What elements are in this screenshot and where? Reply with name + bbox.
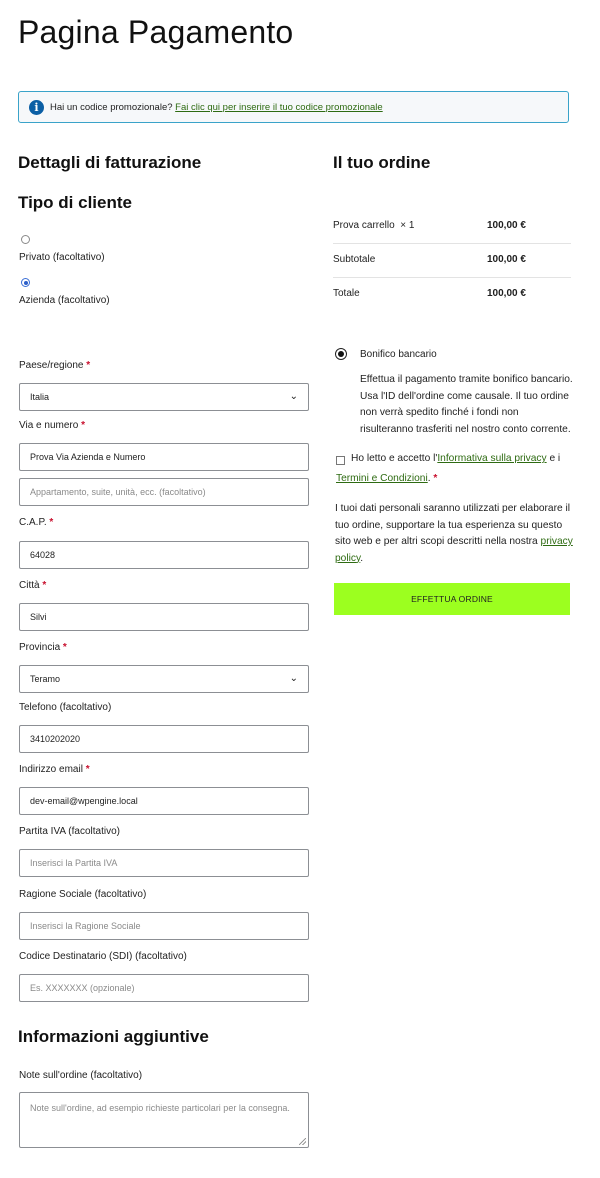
chevron-down-icon: ⌄ [289, 673, 298, 684]
street-input[interactable]: Prova Via Azienda e Numero [19, 443, 309, 471]
required-mark: * [49, 517, 54, 528]
sdi-input[interactable]: Es. XXXXXXX (opzionale) [19, 974, 309, 1002]
email-input[interactable]: dev-email@wpengine.local [19, 787, 309, 815]
country-label-text: Paese/regione [19, 360, 84, 371]
order-row-key: Subtotale [333, 254, 376, 265]
phone-input[interactable]: 3410202020 [19, 725, 309, 753]
payment-radio-bacs[interactable] [335, 348, 347, 360]
chevron-down-icon: ⌄ [289, 391, 298, 402]
notes-placeholder: Note sull'ordine, ad esempio richieste particolari per la consegna. [30, 1103, 290, 1113]
coupon-notice [18, 91, 569, 123]
order-row-value: 100,00 € [487, 254, 526, 265]
privacy-notice-text: I tuoi dati personali saranno utilizzati per elaborare il tuo ordine, supportare la tua esperienza su questo sito web e per altri scopi descritti nella nostra [335, 503, 571, 547]
info-icon: i [29, 100, 44, 115]
zip-input[interactable]: 64028 [19, 541, 309, 569]
sdi-label: Codice Destinatario (SDI) (facoltativo) [19, 951, 187, 962]
terms-text [351, 451, 576, 468]
order-row-item [333, 209, 571, 244]
city-input[interactable]: Silvi [19, 603, 309, 631]
required-mark: * [86, 360, 91, 371]
terms-prefix: Ho letto e accetto l' [351, 453, 438, 464]
zip-label-text: C.A.P. [19, 517, 47, 528]
province-label-text: Provincia [19, 642, 61, 653]
terms-link[interactable]: Termini e Condizioni [336, 473, 428, 484]
province-select[interactable] [19, 665, 309, 693]
vat-input[interactable]: Inserisci la Partita IVA [19, 849, 309, 877]
notes-label: Note sull'ordine (facoltativo) [19, 1070, 143, 1081]
coupon-notice-text [50, 102, 383, 113]
email-label-text: Indirizzo email [19, 764, 83, 775]
payment-method-label: Bonifico bancario [360, 349, 437, 360]
street-label [19, 420, 85, 431]
order-row-subtotal [333, 243, 571, 278]
city-label [19, 580, 46, 591]
resize-grip-icon[interactable] [299, 1138, 306, 1145]
required-mark: * [81, 420, 85, 431]
order-row-value: 100,00 € [487, 288, 526, 299]
order-row-total [333, 277, 571, 311]
notes-textarea[interactable] [19, 1092, 309, 1148]
terms-suffix: . [427, 473, 431, 484]
radio-privato[interactable] [21, 235, 30, 244]
required-mark: * [433, 473, 438, 484]
coupon-notice-label: Hai un codice promozionale? [50, 102, 173, 113]
city-label-text: Città [19, 580, 40, 591]
country-value: Italia [30, 392, 50, 402]
radio-azienda-label: Azienda (facoltativo) [19, 295, 110, 306]
required-mark: * [85, 764, 90, 775]
province-value: Teramo [30, 674, 61, 684]
email-label [19, 764, 90, 775]
additional-heading: Informazioni aggiuntive [18, 1027, 209, 1046]
privacy-notice [335, 501, 573, 567]
coupon-link[interactable]: Fai clic qui per inserire il tuo codice promozionale [175, 102, 383, 113]
order-row-key: Prova carrello × 1 [333, 220, 415, 231]
radio-azienda[interactable] [21, 278, 30, 287]
payment-description: Effettua il pagamento tramite bonifico bancario. Usa l'ID dell'ordine come causale. Il tuo ordine non verrà spedito finché i fondi non risulteranno trasferiti nel nostro conto corrente. [360, 374, 573, 435]
country-label [19, 360, 90, 371]
page-title: Pagina Pagamento [18, 14, 294, 50]
country-select[interactable] [19, 383, 309, 411]
order-heading: Il tuo ordine [333, 153, 431, 172]
province-label [19, 642, 67, 653]
terms-middle: e i [546, 453, 564, 464]
zip-label [19, 517, 53, 528]
customer-type-heading: Tipo di cliente [18, 193, 132, 212]
privacy-link[interactable]: Informativa sulla privacy [437, 453, 547, 464]
privacy-policy-link[interactable]: privacy policy [335, 536, 573, 564]
company-input[interactable]: Inserisci la Ragione Sociale [19, 912, 309, 940]
terms-checkbox[interactable] [336, 456, 345, 465]
order-row-key: Totale [333, 288, 360, 299]
street-label-text: Via e numero [19, 420, 79, 431]
required-mark: * [62, 642, 67, 653]
privacy-notice-suffix: . [360, 552, 364, 564]
phone-label: Telefono (facoltativo) [19, 702, 112, 713]
order-row-value: 100,00 € [487, 220, 526, 231]
company-label: Ragione Sociale (facoltativo) [19, 889, 147, 900]
place-order-button[interactable]: EFFETTUA ORDINE [334, 583, 570, 615]
required-mark: * [42, 580, 47, 591]
billing-heading: Dettagli di fatturazione [18, 153, 202, 172]
radio-privato-label: Privato (facoltativo) [19, 252, 105, 263]
terms-text-line2 [336, 471, 576, 488]
street2-input[interactable]: Appartamento, suite, unità, ecc. (facoltativo) [19, 478, 309, 506]
vat-label: Partita IVA (facoltativo) [19, 826, 120, 837]
